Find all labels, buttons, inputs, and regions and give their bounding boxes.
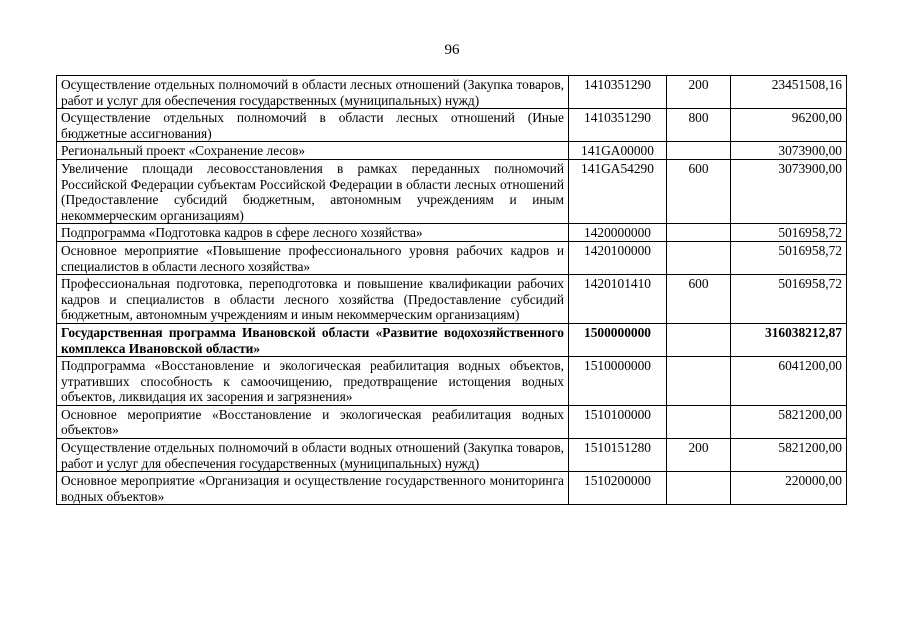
- amount-cell: 6041200,00: [731, 357, 847, 406]
- target-code-cell: 1420100000: [569, 241, 667, 274]
- expense-type-cell: [667, 142, 731, 160]
- table-row: [57, 241, 847, 274]
- target-code-cell: 1420000000: [569, 224, 667, 242]
- description-cell: Основное мероприятие «Организация и осуществление государственного мониторинга водных объектов»: [57, 472, 569, 505]
- table-row: [57, 357, 847, 406]
- table-row: [57, 159, 847, 223]
- description-cell: Профессиональная подготовка, переподготовка и повышение квалификации рабочих кадров и специалистов в области лесного хозяйства (Предоставление субсидий бюджетным, автономным учреждениям и иным некоммерческим организациям): [57, 275, 569, 324]
- expense-type-cell: 600: [667, 159, 731, 223]
- table-row: [57, 472, 847, 505]
- table-row: [57, 142, 847, 160]
- table-row: [57, 439, 847, 472]
- expense-type-cell: 200: [667, 76, 731, 109]
- amount-cell: 3073900,00: [731, 159, 847, 223]
- amount-cell: 316038212,87: [731, 323, 847, 356]
- amount-cell: 5821200,00: [731, 439, 847, 472]
- amount-cell: 5821200,00: [731, 405, 847, 438]
- expense-type-cell: [667, 472, 731, 505]
- table-row: [57, 323, 847, 356]
- target-code-cell: 1510000000: [569, 357, 667, 406]
- description-cell: Осуществление отдельных полномочий в области водных отношений (Закупка товаров, работ и услуг для обеспечения государственных (муниципальных) нужд): [57, 439, 569, 472]
- expense-type-cell: [667, 241, 731, 274]
- description-cell: Подпрограмма «Восстановление и экологическая реабилитация водных объектов, утративших способность к самоочищению, предотвращение истощения водных объектов, ликвидация их засорения и загрязнения»: [57, 357, 569, 406]
- description-cell: Региональный проект «Сохранение лесов»: [57, 142, 569, 160]
- target-code-cell: 1510151280: [569, 439, 667, 472]
- table-row: [57, 405, 847, 438]
- amount-cell: 220000,00: [731, 472, 847, 505]
- expense-type-cell: 200: [667, 439, 731, 472]
- expense-type-cell: 600: [667, 275, 731, 324]
- table-row: [57, 109, 847, 142]
- budget-table: [56, 75, 847, 505]
- description-cell: Осуществление отдельных полномочий в области лесных отношений (Закупка товаров, работ и услуг для обеспечения государственных (муниципальных) нужд): [57, 76, 569, 109]
- description-cell: Осуществление отдельных полномочий в области лесных отношений (Иные бюджетные ассигнования): [57, 109, 569, 142]
- amount-cell: 3073900,00: [731, 142, 847, 160]
- amount-cell: 23451508,16: [731, 76, 847, 109]
- expense-type-cell: [667, 405, 731, 438]
- table-row: [57, 224, 847, 242]
- target-code-cell: 1420101410: [569, 275, 667, 324]
- expense-type-cell: [667, 357, 731, 406]
- amount-cell: 96200,00: [731, 109, 847, 142]
- page-number: 96: [444, 42, 460, 58]
- expense-type-cell: [667, 323, 731, 356]
- expense-type-cell: [667, 224, 731, 242]
- target-code-cell: 1500000000: [569, 323, 667, 356]
- expense-type-cell: 800: [667, 109, 731, 142]
- description-cell: Подпрограмма «Подготовка кадров в сфере лесного хозяйства»: [57, 224, 569, 242]
- target-code-cell: 1410351290: [569, 109, 667, 142]
- description-cell: Основное мероприятие «Восстановление и экологическая реабилитация водных объектов»: [57, 405, 569, 438]
- target-code-cell: 1510200000: [569, 472, 667, 505]
- description-cell: Государственная программа Ивановской области «Развитие водохозяйственного комплекса Ивановской области»: [57, 323, 569, 356]
- amount-cell: 5016958,72: [731, 224, 847, 242]
- amount-cell: 5016958,72: [731, 241, 847, 274]
- table-row: [57, 275, 847, 324]
- table-row: [57, 76, 847, 109]
- description-cell: Основное мероприятие «Повышение профессионального уровня рабочих кадров и специалистов в области лесного хозяйства»: [57, 241, 569, 274]
- target-code-cell: 1410351290: [569, 76, 667, 109]
- budget-table-body: [57, 76, 847, 505]
- amount-cell: 5016958,72: [731, 275, 847, 324]
- description-cell: Увеличение площади лесовосстановления в рамках переданных полномочий Российской Федерации субъектам Российской Федерации в области лесных отношений (Предоставление субсидий бюджетным, автономным учреждениям и иным некоммерческим организациям): [57, 159, 569, 223]
- target-code-cell: 141GA54290: [569, 159, 667, 223]
- target-code-cell: 1510100000: [569, 405, 667, 438]
- target-code-cell: 141GA00000: [569, 142, 667, 160]
